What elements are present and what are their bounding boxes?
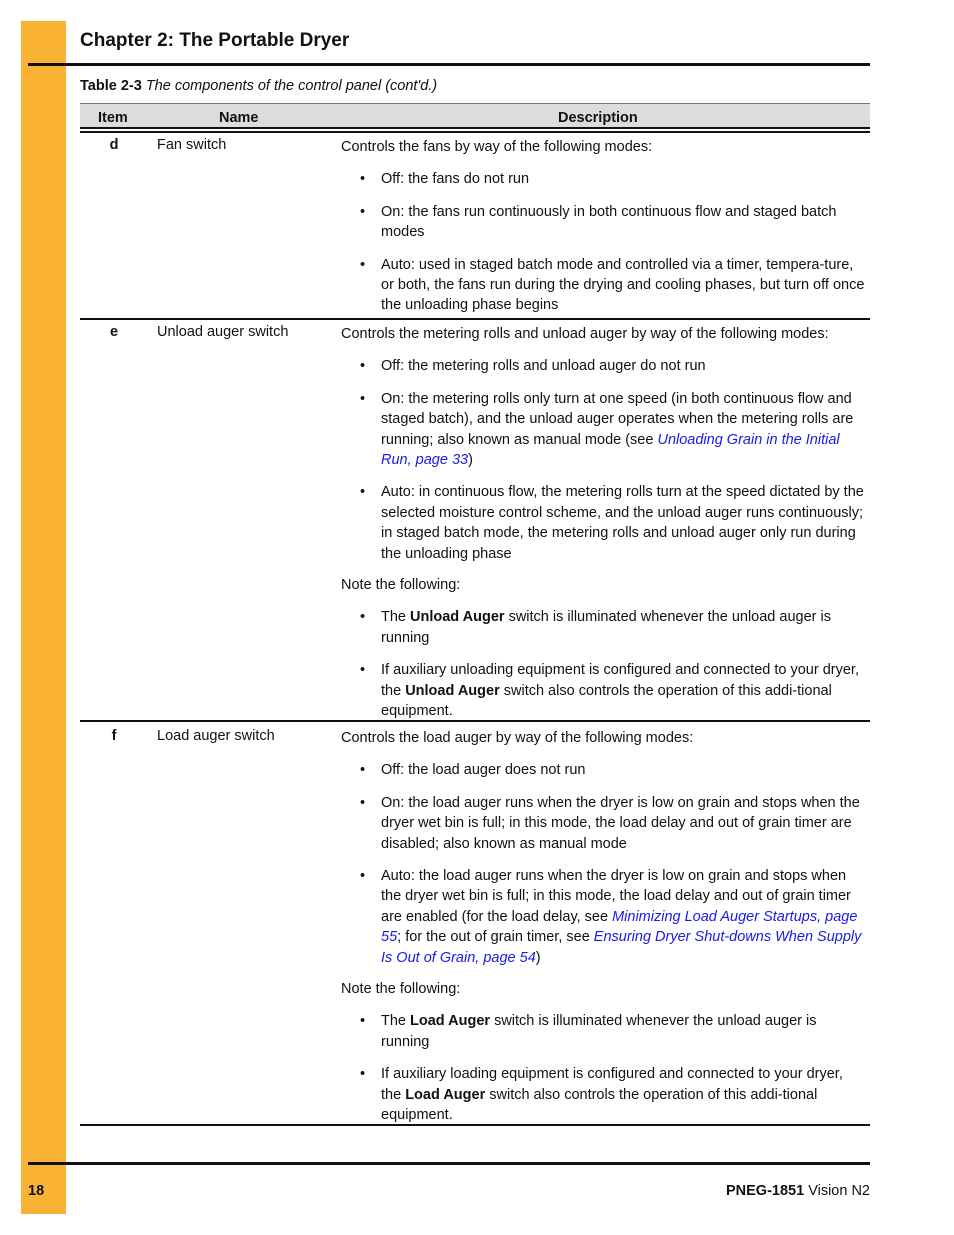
note-item <box>341 660 866 721</box>
mode-on: • On: the load auger runs when the dryer is low on grain and stops when the dryer wet bin is full; in this mode, the load delay and out of grain timer are disabled; also known as manual mode <box>341 793 866 854</box>
mode-auto: • Auto: in continuous flow, the metering rolls turn at the speed dictated by the selected moisture control scheme, and the unload auger runs continuously; in staged batch mode, the metering rolls and unload auger only run during the unloading phase <box>341 482 866 564</box>
column-header-item: Item <box>98 110 128 126</box>
note-item <box>341 1064 866 1125</box>
mode-list <box>341 356 866 564</box>
note-text: The <box>381 1013 411 1030</box>
table-header-rule <box>80 127 870 129</box>
note-text: The <box>381 609 411 626</box>
mode-list <box>341 169 866 315</box>
row-description <box>341 728 866 1126</box>
note-list <box>341 607 866 721</box>
note-text: switch also controls the operation of this addi-tional equipment. <box>381 1086 818 1124</box>
mode-on <box>341 389 866 471</box>
note-text: If auxiliary unloading equipment is configured and connected to your dryer, the <box>381 662 859 699</box>
mode-list <box>341 760 866 968</box>
table-caption-text: The components of the control panel (cont'd.) <box>145 78 438 94</box>
footer-rule <box>28 1162 870 1165</box>
mode-off: • Off: the load auger does not run <box>341 760 866 780</box>
switch-name: Load Auger <box>405 1086 486 1103</box>
description-intro: Controls the load auger by way of the following modes: <box>341 730 694 746</box>
row-divider <box>80 318 870 320</box>
row-name: Fan switch <box>157 137 227 153</box>
mode-auto: • Auto: used in staged batch mode and controlled via a timer, tempera-ture, or both, the fans run during the drying and cooling phases, but turn off once the unloading phase begins <box>341 255 866 316</box>
cross-reference-link[interactable]: Minimizing Load Auger Startups, page 55 <box>381 908 858 946</box>
document-title: Vision N2 <box>808 1183 870 1199</box>
note-item <box>341 607 866 648</box>
note-text: If auxiliary loading equipment is configured and connected to your dryer, the <box>381 1066 843 1103</box>
switch-name: Load Auger <box>410 1013 491 1030</box>
cross-reference-link[interactable]: Unloading Grain in the Initial Run, page 33 <box>381 431 840 469</box>
chapter-tab-bar <box>21 21 66 1214</box>
page-number: 18 <box>28 1183 45 1199</box>
row-description <box>341 137 866 316</box>
note-text: switch also controls the operation of this addi-tional equipment. <box>381 682 832 720</box>
description-intro: Controls the fans by way of the following modes: <box>341 139 653 155</box>
document-code: PNEG-1851 <box>725 1183 805 1199</box>
table-number: Table 2-3 <box>80 78 142 94</box>
chapter-title: Chapter 2: The Portable Dryer <box>80 30 350 51</box>
row-item-letter: f <box>111 728 117 744</box>
mode-off: • Off: the metering rolls and unload auger do not run <box>341 356 866 376</box>
row-name: Load auger switch <box>157 728 275 744</box>
column-header-description: Description <box>558 110 638 126</box>
table-header-rule <box>80 131 870 133</box>
switch-name: Unload Auger <box>410 609 505 626</box>
row-description <box>341 324 866 722</box>
mode-auto-text-end: ) <box>535 949 541 966</box>
column-header-name: Name <box>219 110 259 126</box>
note-text: switch is illuminated whenever the unload auger is running <box>381 609 831 646</box>
mode-off: • Off: the fans do not run <box>341 169 866 189</box>
table-caption <box>80 78 437 94</box>
table-bottom-rule <box>80 1124 870 1126</box>
mode-auto <box>341 866 866 968</box>
note-item <box>341 1011 866 1052</box>
mode-on-text-end: ) <box>468 452 473 469</box>
note-list <box>341 1011 866 1125</box>
cross-reference-link[interactable]: Ensuring Dryer Shut-downs When Supply Is Out of Grain, page 54 <box>381 929 862 966</box>
table-header <box>80 103 870 128</box>
mode-auto-text-middle: ; for the out of grain timer, see <box>397 929 594 946</box>
mode-auto-text: Auto: the load auger runs when the dryer is low on grain and stops when the dryer wet bin is full; in this mode, the load delay and out of grain timer are enabled (for the load delay, see <box>381 868 851 925</box>
note-text: switch is illuminated whenever the unload auger is running <box>381 1013 817 1050</box>
row-item-letter: e <box>109 324 119 340</box>
description-intro: Controls the metering rolls and unload auger by way of the following modes: <box>341 326 829 342</box>
switch-name: Unload Auger <box>405 682 500 699</box>
note-heading: Note the following: <box>341 577 461 594</box>
document-id <box>726 1183 870 1199</box>
note-heading: Note the following: <box>341 981 461 998</box>
mode-on-text: On: the metering rolls only turn at one speed (in both continuous flow and staged batch), and the unload auger operates when the metering rolls are running; also known as manual mode (see <box>381 390 854 448</box>
mode-on: • On: the fans run continuously in both continuous flow and staged batch modes <box>341 202 866 243</box>
header-rule <box>28 63 870 66</box>
row-item-letter: d <box>109 137 119 153</box>
row-name: Unload auger switch <box>157 324 289 340</box>
row-divider <box>80 720 870 722</box>
